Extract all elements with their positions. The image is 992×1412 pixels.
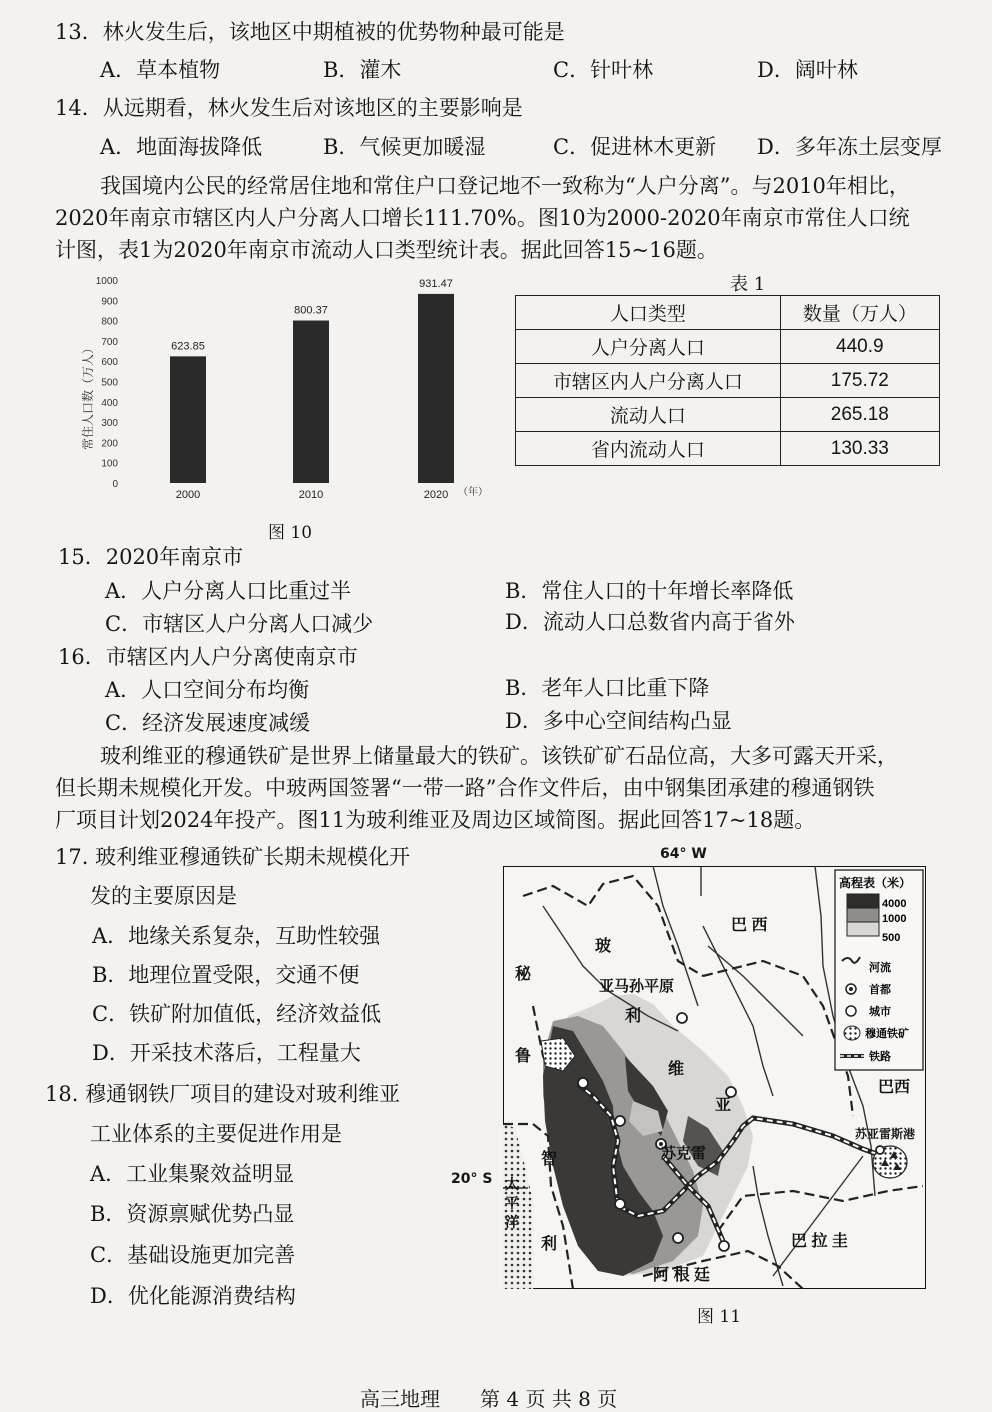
label-bolivia-3: 维 [668,1061,685,1078]
q13-option-b: B．灌木 [323,58,402,82]
label-pacific-3: 洋 [505,1214,519,1230]
q17-option-d: D．开采技术落后，工程量大 [92,1041,361,1065]
iron-mine-icon [844,1026,860,1040]
legend-item-mine: 穆通铁矿 [865,1028,909,1040]
table1 [515,295,940,466]
table1-cell: 人户分离人口 [516,330,781,364]
label-bolivia-4: 亚 [715,1097,732,1114]
label-chile-2: 利 [541,1236,558,1253]
table1-cell: 市辖区内人户分离人口 [516,364,781,398]
label-sucre: 苏克雷 [661,1145,707,1162]
table1-cell: 175.72 [780,364,939,398]
chart-x-unit-label: （年） [458,487,488,498]
bolivia-region-map [503,866,926,1289]
label-bolivia-2: 利 [625,1008,642,1025]
y-tick-label: 600 [101,357,118,369]
q17-option-a: A．地缘关系复杂，互助性较强 [92,924,381,948]
legend-item-railway: 铁路 [869,1051,891,1063]
q18-option-a: A．工业集聚效益明显 [90,1162,295,1186]
y-tick-label: 300 [101,418,118,430]
q15-stem: 15．2020年南京市 [58,545,244,569]
population-bar-chart [70,268,500,508]
q17-stem-1: 17. 玻利维亚穆通铁矿长期未规模化开 [55,845,411,869]
table-row [516,364,940,398]
q18-option-c: C．基础设施更加完善 [90,1243,296,1267]
q15-option-a: A．人户分离人口比重过半 [105,579,352,603]
label-amazon-plain: 亚马孙平原 [599,978,675,995]
q17-stem-2: 发的主要原因是 [90,884,237,908]
table1-cell: 流动人口 [516,398,781,432]
q18-stem-1: 18. 穆通钢铁厂项目的建设对玻利维亚 [45,1082,401,1106]
q16-stem: 16．市辖区内人户分离使南京市 [58,645,358,669]
y-tick-label: 800 [101,316,118,328]
q13-stem: 13．林火发生后，该地区中期植被的优势物种最可能是 [55,20,565,44]
table1-cell: 130.33 [780,432,939,466]
x-tick-label: 2020 [423,489,449,501]
figure11-caption: 图 11 [697,1307,742,1327]
passage1-line-2: 2020年南京市辖区内人户分离人口增长111.70%。图10为2000-2020年南京市常住人口统 [55,206,910,230]
legend-level-500: 500 [882,932,901,944]
q16-option-c: C．经济发展速度减缓 [105,711,311,735]
table-row [516,398,940,432]
legend-level-4000: 4000 [882,898,907,910]
label-bolivia-1: 玻 [595,938,612,955]
chart-y-axis-label: 常住人口数（万人） [81,341,95,451]
q16-option-a: A．人口空间分布均衡 [105,678,310,702]
legend-item-capital: 首都 [869,984,891,996]
q13-option-d: D．阔叶林 [757,58,858,82]
q18-stem-2: 工业体系的主要促进作用是 [90,1122,342,1146]
q18-option-d: D．优化能源消费结构 [90,1284,296,1308]
q18-option-b: B．资源禀赋优势凸显 [90,1202,295,1226]
map-legend [835,870,923,1070]
label-puerto-suarez: 苏亚雷斯港 [855,1127,916,1141]
bar-2020 [418,294,454,483]
legend-level-1000: 1000 [882,913,907,925]
bar-2010 [293,321,329,483]
city-icon [846,1006,856,1016]
y-tick-label: 400 [101,397,118,409]
y-tick-label: 500 [101,377,118,389]
q13-option-c: C．针叶林 [553,58,654,82]
bar-value-label: 623.85 [171,340,205,353]
table1-header-row [516,296,940,330]
q15-option-c: C．市辖区人户分离人口减少 [105,612,374,636]
map-latitude-label: 20° S [451,1171,493,1187]
q17-option-c: C．铁矿附加值低，经济效益低 [92,1002,382,1026]
label-brazil-right: 巴西 [878,1079,911,1096]
label-pacific-1: 太 [505,1176,519,1192]
label-argentina: 阿 根 廷 [653,1267,710,1284]
label-pacific-2: 平 [505,1195,519,1211]
passage1-line-1: 我国境内公民的经常居住地和常住户口登记地不一致称为“人户分离”。与2010年相比， [100,174,910,198]
page-footer: 高三地理 第 4 页 共 8 页 [360,1387,618,1411]
table1-cell: 265.18 [780,398,939,432]
label-chile-1: 智 [541,1151,558,1168]
label-paraguay: 巴 拉 圭 [791,1233,848,1250]
map-longitude-label: 64° W [660,846,707,862]
table1-title: 表 1 [730,274,766,295]
passage2-line-1: 玻利维亚的穆通铁矿是世界上储量最大的铁矿。该铁矿矿石品位高，大多可露天开采， [100,744,898,768]
q15-option-d: D．流动人口总数省内高于省外 [505,610,795,634]
passage2-line-2: 但长期未规模化开发。中玻两国签署“一带一路”合作文件后，由中钢集团承建的穆通钢铁 [55,776,875,800]
label-peru-1: 秘 [515,966,532,983]
table1-header-amount: 数量（万人） [780,296,939,330]
q15-option-b: B．常住人口的十年增长率降低 [505,579,794,603]
x-tick-label: 2010 [298,489,324,501]
q14-option-c: C．促进林木更新 [553,135,717,159]
q17-option-b: B．地理位置受限，交通不便 [92,963,360,987]
table1-cell: 440.9 [780,330,939,364]
q16-option-b: B．老年人口比重下降 [505,676,710,700]
table1-header-type: 人口类型 [516,296,781,330]
q13-option-a: A．草本植物 [100,58,221,82]
y-tick-label: 100 [101,458,118,470]
figure10-caption: 图 10 [268,523,313,543]
y-tick-label: 200 [101,438,118,450]
q16-option-d: D．多中心空间结构凸显 [505,709,732,733]
y-tick-label: 0 [112,479,118,490]
label-peru-2: 鲁 [515,1048,532,1065]
legend-title: 高程表（米） [839,876,912,890]
q14-option-d: D．多年冻土层变厚 [757,135,942,159]
table-row [516,330,940,364]
bar-value-label: 800.37 [294,304,328,317]
passage1-line-3: 计图，表1为2020年南京市流动人口类型统计表。据此回答15~16题。 [55,238,718,262]
legend-item-city: 城市 [869,1006,891,1018]
y-tick-label: 900 [101,296,118,308]
q14-stem: 14．从远期看，林火发生后对该地区的主要影响是 [55,96,523,120]
passage2-line-3: 厂项目计划2024年投产。图11为玻利维亚及周边区域简图。据此回答17~18题。 [55,808,816,832]
q14-option-b: B．气候更加暖湿 [323,135,486,159]
bar-value-label: 931.47 [419,277,453,290]
table1-cell: 省内流动人口 [516,432,781,466]
q14-option-a: A．地面海拔降低 [100,135,263,159]
y-tick-label: 700 [101,336,118,348]
legend-item-river: 河流 [869,962,891,974]
y-tick-label: 1000 [95,276,118,287]
bar-2000 [170,356,206,483]
label-brazil-top: 巴 西 [731,917,768,934]
table-row [516,432,940,466]
x-tick-label: 2000 [175,489,201,501]
